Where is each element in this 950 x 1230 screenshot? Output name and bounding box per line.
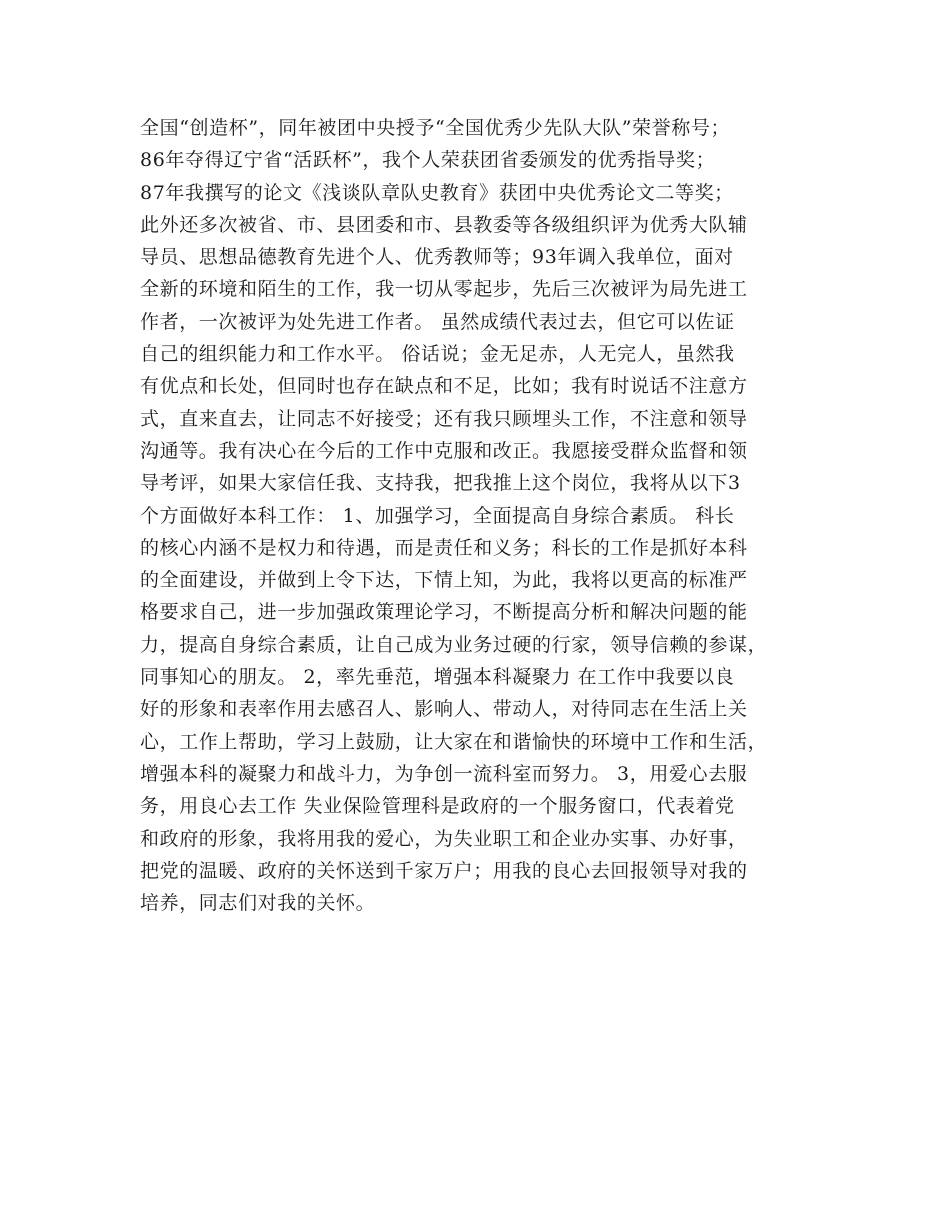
text-line: 格要求自己，进一步加强政策理论学习，不断提高分析和解决问题的能 — [140, 601, 748, 624]
text-line: 好的形象和表率作用去感召人、影响人、带动人，对待同志在生活上关 — [140, 698, 748, 721]
text-line: 全国“创造杯”，同年被团中央授予“全国优秀少先队大队”荣誉称号； — [140, 117, 731, 139]
document-body — [140, 112, 830, 919]
text-line: 增强本科的凝聚力和战斗力，为争创一流科室而努力。 3，用爱心去服 — [140, 762, 748, 785]
text-line: 的全面建设，并做到上令下达，下情上知，为此，我将以更高的标准严 — [140, 569, 748, 592]
text-line: 同事知心的朋友。 2，率先垂范，增强本科凝聚力 在工作中我要以良 — [140, 666, 735, 689]
text-line: 把党的温暖、政府的关怀送到千家万户；用我的良心去回报领导对我的 — [140, 859, 748, 882]
text-line: 有优点和长处，但同时也存在缺点和不足，比如；我有时说话不注意方 — [140, 375, 748, 398]
text-line: 和政府的形象，我将用我的爱心，为失业职工和企业办实事、办好事， — [140, 827, 748, 850]
text-line: 86年夺得辽宁省“活跃杯”，我个人荣获团省委颁发的优秀指导奖； — [140, 149, 716, 172]
text-line: 务，用良心去工作 失业保险管理科是政府的一个服务窗口，代表着党 — [140, 795, 735, 818]
text-line: 自己的组织能力和工作水平。 俗话说；金无足赤，人无完人，虽然我 — [140, 343, 735, 366]
text-line: 导考评，如果大家信任我、支持我，把我推上这个岗位，我将从以下3 — [140, 472, 741, 495]
text-line: 导员、思想品德教育先进个人、优秀教师等；93年调入我单位，面对 — [140, 246, 734, 269]
text-line: 作者，一次被评为处先进工作者。 虽然成绩代表过去，但它可以佐证 — [140, 310, 735, 333]
text-line: 培养，同志们对我的关怀。 — [140, 892, 376, 915]
text-line: 力，提高自身综合素质，让自己成为业务过硬的行家，领导信赖的参谋， — [140, 633, 768, 656]
text-line: 个方面做好本科工作： 1、加强学习，全面提高自身综合素质。 科长 — [140, 504, 735, 527]
text-line: 的核心内涵不是权力和待遇，而是责任和义务；科长的工作是抓好本科 — [140, 536, 748, 559]
text-line: 此外还多次被省、市、县团委和市、县教委等各级组织评为优秀大队辅 — [140, 213, 748, 236]
text-line: 全新的环境和陌生的工作，我一切从零起步，先后三次被评为局先进工 — [140, 278, 748, 301]
text-line: 心，工作上帮助，学习上鼓励，让大家在和谐愉快的环境中工作和生活， — [140, 730, 768, 753]
text-line: 沟通等。我有决心在今后的工作中克服和改正。我愿接受群众监督和领 — [140, 439, 748, 462]
text-line: 87年我撰写的论文《浅谈队章队史教育》获团中央优秀论文二等奖； — [140, 181, 734, 204]
text-line: 式，直来直去，让同志不好接受；还有我只顾埋头工作，不注意和领导 — [140, 407, 748, 430]
